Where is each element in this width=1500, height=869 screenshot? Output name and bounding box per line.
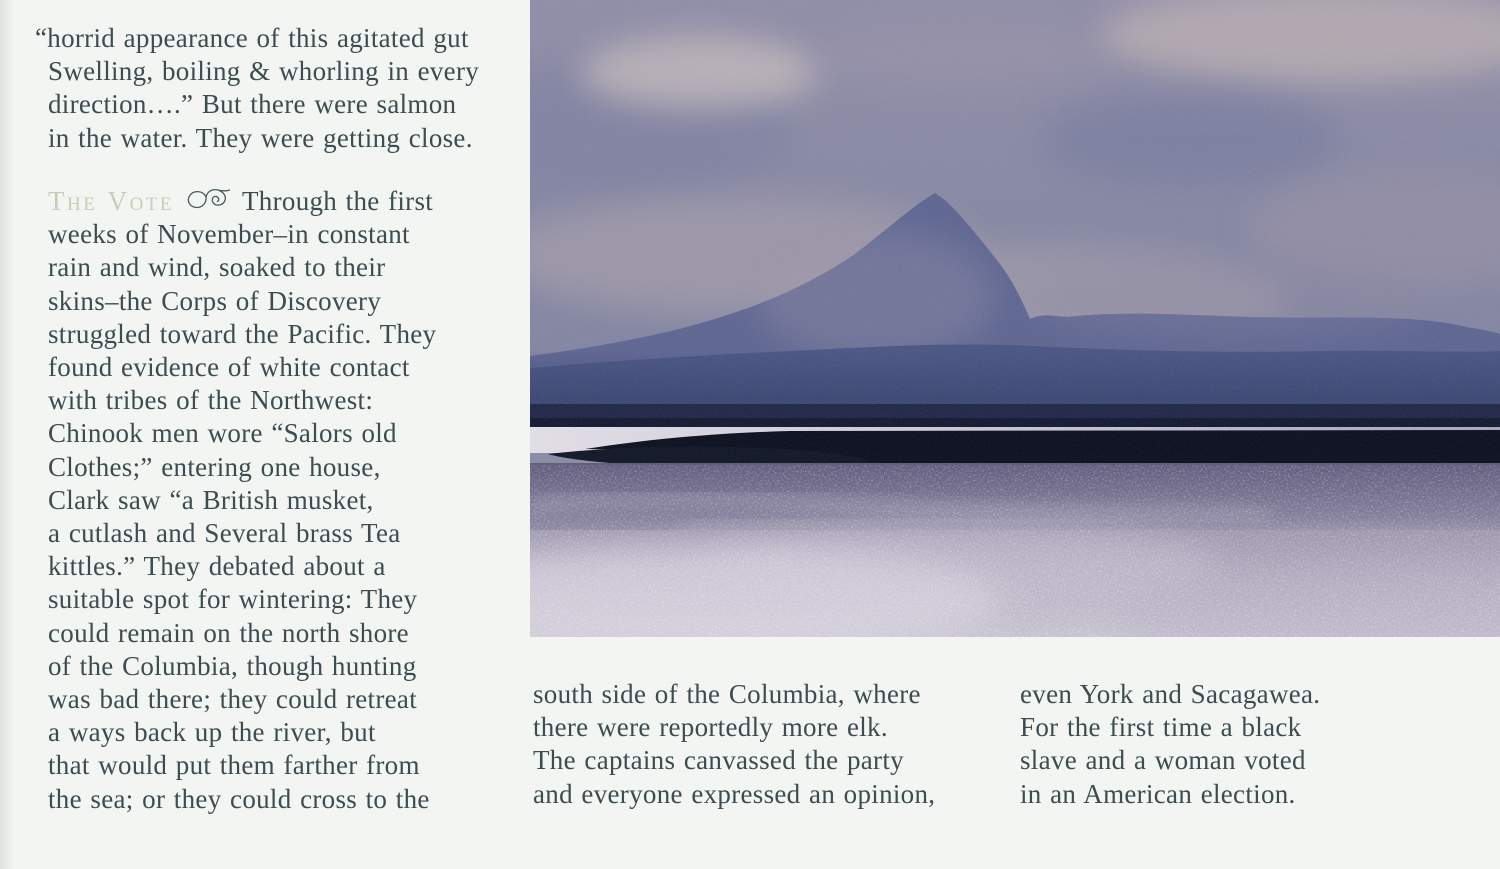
text-line: there were reportedly more elk. — [533, 712, 888, 743]
page-edge-shading — [0, 0, 14, 869]
text-line: struggled toward the Pacific. They — [48, 318, 437, 349]
text-line: a ways back up the river, but — [48, 717, 376, 748]
text-line: of the Columbia, though hunting — [48, 650, 417, 681]
text-line: south side of the Columbia, where — [533, 679, 921, 709]
text-line: suitable spot for wintering: They — [48, 584, 418, 615]
text-line: the sea; or they could cross to the — [48, 783, 430, 814]
text-line: Chinook men wore “Salors old — [48, 418, 397, 449]
landscape-photo-art — [530, 0, 1500, 637]
text-line: The captains canvassed the party — [533, 745, 904, 776]
text-line: Through the first — [242, 186, 434, 216]
text-line: in the water. They were getting close. — [48, 122, 473, 153]
bottom-middle-column — [533, 678, 963, 811]
text-line: kittles.” They debated about a — [48, 551, 386, 582]
left-column-paragraph-1 — [35, 22, 518, 155]
text-line: Swelling, boiling & whorling in every — [48, 56, 480, 87]
text-line: in an American election. — [1020, 778, 1296, 809]
text-line: and everyone expressed an opinion, — [533, 778, 936, 809]
text-line: rain and wind, soaked to their — [48, 252, 386, 283]
bottom-right-column — [1020, 678, 1360, 811]
heading-line — [48, 185, 518, 218]
text-line: Clark saw “a British musket, — [48, 484, 374, 515]
left-column-paragraph-2-rest — [48, 218, 518, 816]
text-line: could remain on the north shore — [48, 617, 409, 648]
text-line: weeks of November–in constant — [48, 219, 410, 250]
text-line: a cutlash and Several brass Tea — [48, 518, 401, 549]
text-line: with tribes of the Northwest: — [48, 385, 374, 416]
text-line: found evidence of white contact — [48, 352, 410, 383]
text-line: even York and Sacagawea. — [1020, 679, 1321, 709]
section-heading: The Vote — [48, 186, 175, 216]
text-line: skins–the Corps of Discovery — [48, 285, 382, 316]
text-line: direction….” But there were salmon — [48, 89, 457, 120]
landscape-photo — [530, 0, 1500, 637]
text-line: was bad there; they could retreat — [48, 684, 417, 715]
text-line: For the first time a black — [1020, 712, 1302, 743]
text-line: that would put them farther from — [48, 750, 420, 781]
text-line: slave and a woman voted — [1020, 745, 1306, 776]
text-line: Clothes;” entering one house, — [48, 451, 381, 482]
swash-ornament-icon — [186, 186, 230, 212]
left-column-paragraph-2 — [48, 185, 518, 816]
text-line: “horrid appearance of this agitated gut — [35, 23, 469, 53]
